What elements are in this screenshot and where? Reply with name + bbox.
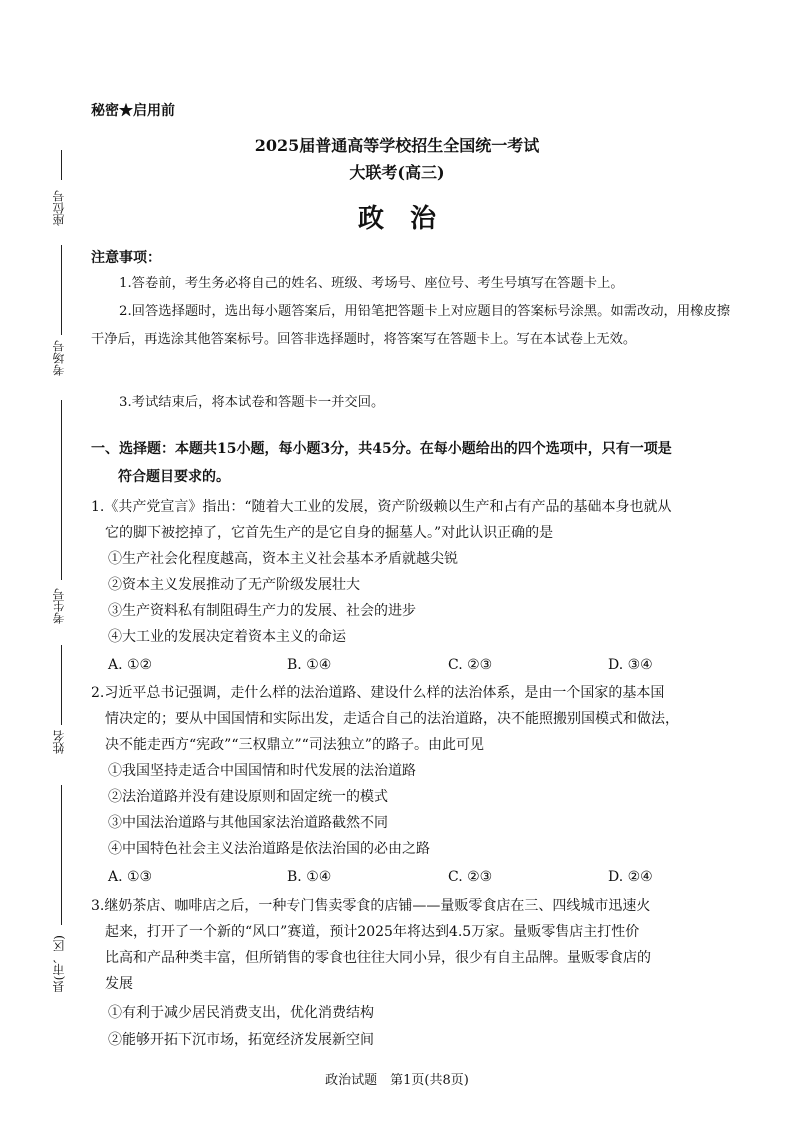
notice-item-2: 2.回答选择题时，选出每小题答案后，用铅笔把答题卡上对应题目的答案标号涂黑。如需改动，用橡皮擦干净后，再选涂其他答案标号。回答非选择题时，将答案写在答题卡上。写在本试卷上无效。 bbox=[91, 304, 731, 347]
question-3-stem-line2: 起来，打开了一个新的“风口”赛道，预计2025年将达到4.5万家。量贩零售店主打性价 bbox=[105, 924, 640, 940]
question-2-stem bbox=[91, 680, 751, 758]
binding-line-5 bbox=[61, 785, 62, 925]
name-label: 姓名 bbox=[52, 730, 66, 754]
question-2-choice-c: C. ②③ bbox=[448, 869, 493, 885]
seat-number-label: 座位号 bbox=[52, 190, 66, 226]
question-3-stem bbox=[91, 893, 751, 997]
question-1-option-4: ④大工业的发展决定着资本主义的命运 bbox=[108, 629, 346, 645]
section-heading bbox=[91, 435, 751, 491]
binding-line-4 bbox=[61, 645, 62, 725]
question-3-option-1: ①有利于减少居民消费支出，优化消费结构 bbox=[108, 1005, 374, 1021]
question-2-option-4: ④中国特色社会主义法治道路是依法治国的必由之路 bbox=[108, 841, 430, 857]
question-1-stem-line1: 1.《共产党宣言》指出：“随着大工业的发展，资产阶级赖以生产和占有产品的基础本身也就从 bbox=[91, 499, 672, 515]
question-2-choice-b: B. ①④ bbox=[287, 869, 332, 885]
section-heading-line1: 一、选择题：本题共15小题，每小题3分，共45分。在每小题给出的四个选项中，只有一项是 bbox=[91, 441, 672, 457]
question-3-option-2: ②能够开拓下沉市场，拓宽经济发展新空间 bbox=[108, 1032, 374, 1048]
question-1-choice-a: A. ①② bbox=[108, 657, 153, 673]
question-2-option-2: ②法治道路并没有建设原则和固定统一的模式 bbox=[108, 789, 388, 805]
question-2-choice-d: D. ②④ bbox=[608, 869, 653, 885]
binding-line-3 bbox=[61, 400, 62, 580]
question-3-stem-line4: 发展 bbox=[105, 976, 133, 992]
question-2-option-3: ③中国法治道路与其他国家法治道路截然不同 bbox=[108, 815, 388, 831]
binding-line-2 bbox=[61, 245, 62, 335]
county-label: 县(市、区) bbox=[52, 935, 66, 993]
section-heading-line2: 符合题目要求的。 bbox=[118, 469, 230, 485]
notice-item-3: 3.考试结束后，将本试卷和答题卡一并交回。 bbox=[119, 395, 385, 410]
question-1-choice-d: D. ③④ bbox=[608, 657, 653, 673]
question-1-stem-line2: 它的脚下被挖掉了，它首先生产的是它自身的掘墓人。”对此认识正确的是 bbox=[105, 525, 554, 541]
question-2-stem-line1: 2.习近平总书记强调，走什么样的法治道路、建设什么样的法治体系，是由一个国家的基本国 bbox=[91, 685, 665, 701]
notice-item-1: 1.答卷前，考生务必将自己的姓名、班级、考场号、座位号、考生号填写在答题卡上。 bbox=[119, 276, 624, 291]
exam-room-label: 考场号 bbox=[52, 340, 66, 376]
question-2-stem-line3: 决不能走西方“宪政”“三权鼎立”“司法独立”的路子。由此可见 bbox=[105, 737, 484, 753]
question-1-option-3: ③生产资料私有制阻碍生产力的发展、社会的进步 bbox=[108, 603, 416, 619]
exam-title: 2025届普通高等学校招生全国统一考试 bbox=[254, 136, 540, 155]
question-1-option-1: ①生产社会化程度越高，资本主义社会基本矛盾就越尖锐 bbox=[108, 551, 458, 567]
page-footer: 政治试题 第1页(共8页) bbox=[325, 1073, 469, 1088]
exam-subtitle: 大联考(高三) bbox=[349, 163, 445, 182]
question-2-stem-line2: 情决定的；要从中国国情和实际出发，走适合自己的法治道路，决不能照搬别国模式和做法， bbox=[105, 711, 679, 727]
notice-heading: 注意事项： bbox=[91, 250, 161, 266]
question-2-option-1: ①我国坚持走适合中国国情和时代发展的法治道路 bbox=[108, 763, 416, 779]
exam-number-label: 考生号 bbox=[52, 588, 66, 624]
question-2-choice-a: A. ①③ bbox=[108, 869, 153, 885]
question-1-choice-b: B. ①④ bbox=[287, 657, 332, 673]
question-3-stem-line1: 3.继奶茶店、咖啡店之后，一种专门售卖零食的店铺——量贩零食店在三、四线城市迅速火 bbox=[91, 898, 651, 914]
confidential-mark: 秘密★启用前 bbox=[91, 103, 175, 119]
question-3-stem-line3: 比高和产品种类丰富，但所销售的零食也往往大同小异，很少有自主品牌。量贩零食店的 bbox=[105, 950, 651, 966]
question-1-stem bbox=[91, 494, 751, 546]
question-1-option-2: ②资本主义发展推动了无产阶级发展壮大 bbox=[108, 577, 360, 593]
subject-title: 政治 bbox=[357, 204, 462, 234]
question-1-choice-c: C. ②③ bbox=[448, 657, 493, 673]
